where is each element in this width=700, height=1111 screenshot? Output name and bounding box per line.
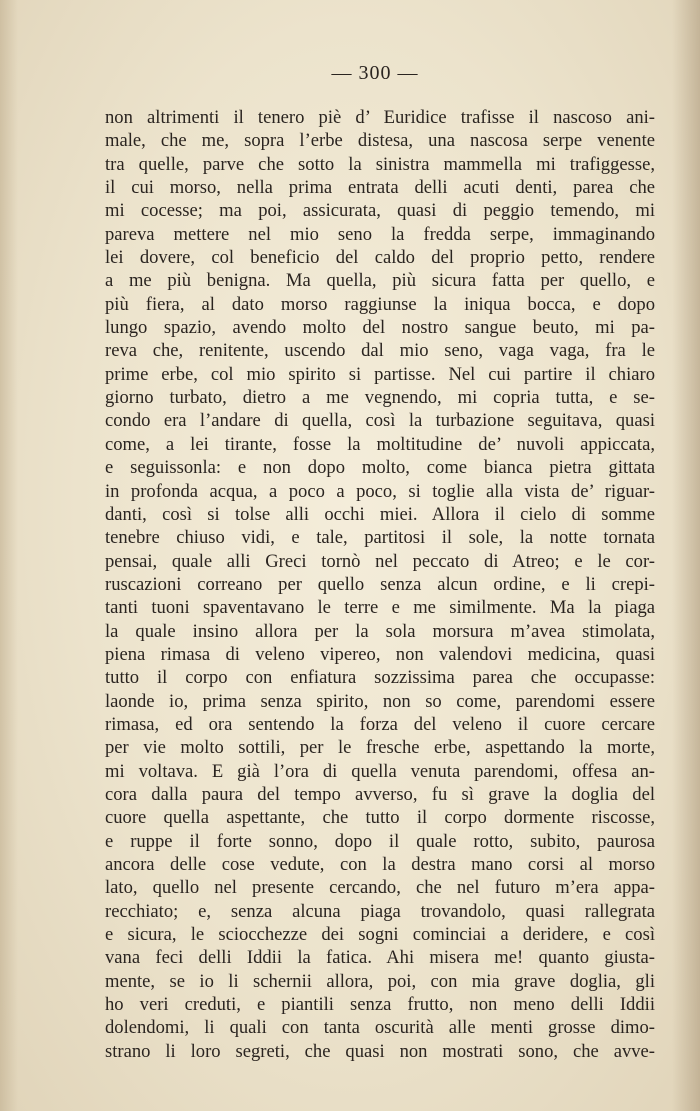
- text-line: pareva mettere nel mio seno la fredda serpe, immaginando: [105, 223, 655, 245]
- page-left-shadow: [0, 0, 18, 1111]
- text-line: il cui morso, nella prima entrata delli acuti denti, parea che: [105, 177, 655, 199]
- body-text: [105, 106, 655, 1063]
- text-line: mi voltava. E già l’ora di quella venuta parendomi, offesa an-: [105, 760, 655, 782]
- text-line: ruscazioni correano per quello senza alcun ordine, e li crepi-: [105, 573, 655, 595]
- text-line: tanti tuoni spaventavano le terre e me similmente. Ma la piaga: [105, 597, 655, 619]
- text-line: a me più benigna. Ma quella, più sicura fatta per quello, e: [105, 270, 655, 292]
- text-line: non altrimenti il tenero piè d’ Euridice trafisse il nascoso ani-: [105, 107, 655, 128]
- text-line: danti, così si tolse alli occhi miei. Allora il cielo di somme: [105, 503, 655, 525]
- text-line: recchiato; e, senza alcuna piaga trovandolo, quasi rallegrata: [105, 900, 655, 922]
- text-line: strano li loro segreti, che quasi non mostrati sono, che avve-: [105, 1040, 655, 1062]
- text-line: giorno turbato, dietro a me vegnendo, mi copria tutta, e se-: [105, 387, 655, 409]
- text-line: pensai, quale alli Greci tornò nel peccato di Atreo; e le cor-: [105, 550, 655, 572]
- text-line: più fiera, al dato morso raggiunse la iniqua bocca, e dopo: [105, 293, 655, 315]
- text-line: la quale insino allora per la sola morsura m’avea stimolata,: [105, 620, 655, 642]
- text-line: tra quelle, parve che sotto la sinistra mammella mi trafiggesse,: [105, 153, 655, 175]
- text-line: piena rimasa di veleno vipereo, non valendovi medicina, quasi: [105, 643, 655, 665]
- page-number: — 300 —: [331, 62, 419, 84]
- text-line: tutto il corpo con enfiatura sozzissima parea che occupasse:: [105, 667, 655, 689]
- text-line: in profonda acqua, a poco a poco, si toglie alla vista de’ riguar-: [105, 480, 655, 502]
- text-line: come, a lei tirante, fosse la moltitudine de’ nuvoli appiccata,: [105, 433, 655, 455]
- text-line: ho veri creduti, e piantili senza frutto, non meno delli Iddii: [105, 994, 655, 1016]
- text-line: e seguissonla: e non dopo molto, come bianca pietra gittata: [105, 457, 655, 479]
- text-line: tenebre chiuso vidi, e tale, partitosi il sole, la notte tornata: [105, 527, 655, 549]
- text-line: per vie molto sottili, per le fresche erbe, aspettando la morte,: [105, 737, 655, 759]
- text-line: prime erbe, col mio spirito si partisse. Nel cui partire il chiaro: [105, 363, 655, 385]
- text-line: cuore quella aspettante, che tutto il corpo dormente riscosse,: [105, 807, 655, 829]
- text-line: male, che me, sopra l’erbe distesa, una nascosa serpe venente: [105, 130, 655, 152]
- text-line: mi cocesse; ma poi, assicurata, quasi di peggio temendo, mi: [105, 200, 655, 222]
- text-line: rimasa, ed ora sentendo la forza del veleno il cuore cercare: [105, 713, 655, 735]
- text-line: vana feci delli Iddii la fatica. Ahi misera me! quanto giusta-: [105, 947, 655, 969]
- text-line: mente, se io li schernii allora, poi, con mia grave doglia, gli: [105, 970, 655, 992]
- text-line: lei dovere, col beneficio del caldo del proprio petto, rendere: [105, 247, 655, 269]
- text-line: laonde io, prima senza spirito, non so come, parendomi essere: [105, 690, 655, 712]
- text-line: reva che, renitente, uscendo dal mio seno, vaga vaga, fra le: [105, 340, 655, 362]
- page-right-shadow: [672, 0, 700, 1111]
- text-line: cora dalla paura del tempo avverso, fu sì grave la doglia del: [105, 783, 655, 805]
- text-line: dolendomi, li quali con tanta oscurità alle menti grosse dimo-: [105, 1017, 655, 1039]
- text-line: lungo spazio, avendo molto del nostro sangue beuto, mi pa-: [105, 317, 655, 339]
- text-line: lato, quello nel presente cercando, che nel futuro m’era appa-: [105, 877, 655, 899]
- text-line: e sicura, le sciocchezze dei sogni cominciai a deridere, e così: [105, 924, 655, 946]
- text-line: e ruppe il forte sonno, dopo il quale rotto, subito, paurosa: [105, 830, 655, 852]
- text-line: ancora delle cose vedute, con la destra mano corsi al morso: [105, 854, 655, 875]
- text-line: condo era l’andare di quella, così la turbazione seguitava, quasi: [105, 410, 655, 432]
